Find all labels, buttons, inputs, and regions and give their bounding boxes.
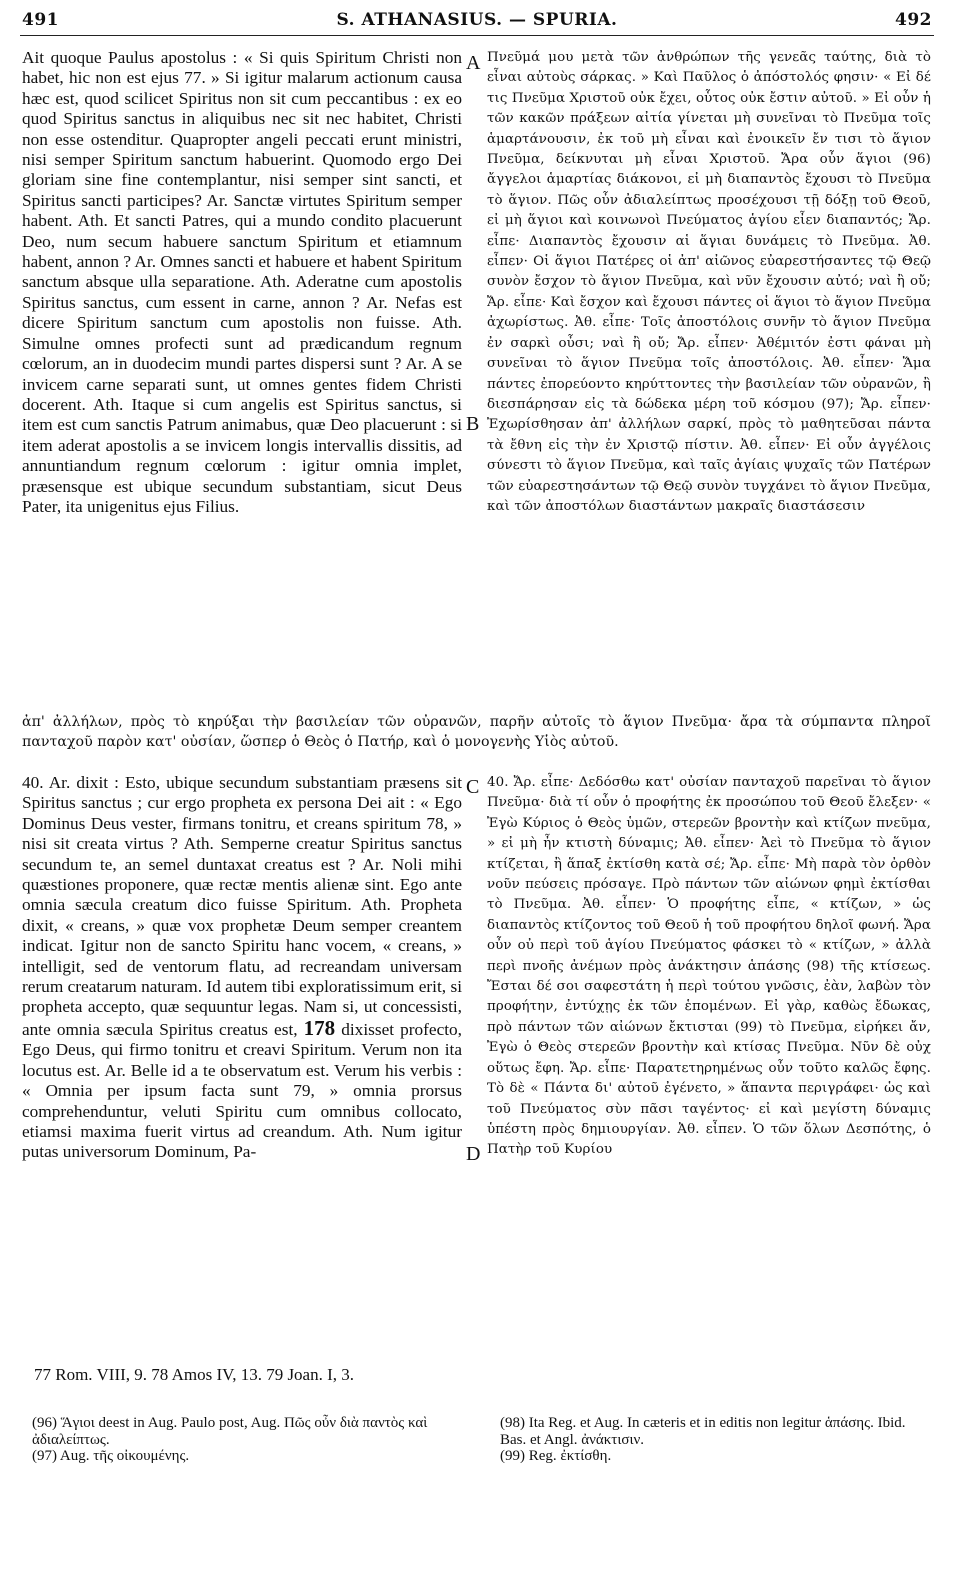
critical-notes-left — [32, 1415, 462, 1465]
running-title: S. ATHANASIUS. — SPURIA. — [336, 10, 618, 30]
note-98: (98) Ita Reg. et Aug. In cæteris et in editis non legitur ἁπάσης. Ibid. Bas. et Angl. ἀνάκτισιν. — [500, 1415, 906, 1448]
latin-bottom-text: 40. Ar. dixit : Esto, ubique secundum substantiam præsens sit Spiritus sanctus ; cur ergo propheta ex persona Dei ait : « Ego Dominus Deus vester, firmans tonitru, et creans spiritum 78, » nisi sit creata virtus ? Ath. Semperne creatur Spiritus sanctus secundum te, an semel duntaxat creatus est ? Ar. Noli mihi quæstiones proponere, quæ rectæ mentis alienæ sint. Ego ante omnia sæcula creatum dico fuisse Spiritum. Ath. Propheta dixit, « creans, » quæ vox prophetæ Deum semper creantem indicat. Igitur non de sancto Spiritu hanc vocem, « creans, » intelligit, sed de ventorum flatu, ad recreandam universam rerum creatarum naturam. Id autem tibi exploratissimum erit, si propheta accepto, quæ sequuntur legas. Nam si, ut concessisti, ante omnia sæcula Spiritus creatus est, — [22, 773, 462, 1039]
margin-letter-a: A — [466, 52, 481, 74]
header-rule — [20, 35, 934, 36]
page-number-right: 492 — [895, 10, 932, 30]
scripture-footnotes: 77 Rom. VIII, 9. 78 Amos IV, 13. 79 Joan. I, 3. — [34, 1365, 355, 1384]
page-number-left: 491 — [22, 10, 59, 30]
latin-bottom-tail: dixisset profecto, Ego Deus, qui firmo tonitru et creavi Spiritum. Verum non ita locutus est. Ar. Belle id a te observatum est. Verum his verbis : « Omnia per ipsum facta sunt 79, » omnia prorsus comprehenduntur, veluti Spiritu cum omnibus collocato, etiamsi maxima fuerit virtus ad creandum. Ath. Num igitur putas universorum Dominum, Pa- — [22, 1019, 463, 1162]
latin-column-bottom — [22, 773, 462, 1163]
margin-letter-b: B — [466, 413, 480, 435]
greek-column-bottom: 40. Ἄρ. εἶπε· Δεδόσθω κατ' οὐσίαν πανταχοῦ παρεῖναι τὸ ἅγιον Πνεῦμα· διὰ τί οὖν ὁ προφήτης ἐκ προσώπου τοῦ Θεοῦ ἔλεξεν· « Ἐγὼ Κύριος ὁ Θεὸς ὑμῶν, στερεῶν βροντὴν καὶ κτίζων πνεῦμα, » εἰ μὴ ἦν κτιστὴ δύναμις; Ἀθ. εἶπεν· Ἀεὶ τὸ Πνεῦμα τὸ ἅγιον κτίζεται, ἢ ἅπαξ ἐκτίσθη κατὰ σέ; Ἄρ. εἶπε· Μὴ παρὰ τὸν ὀρθὸν νοῦν πεύσεις πρόσαγε. Πρὸ πάντων τῶν αἰώνων φημὶ ἐκτίσθαι τὸ Πνεῦμα. Ἀθ. εἶπεν· Ὁ προφήτης εἶπε, « κτίζων, » ὡς διαπαντὸς κτίζοντος τοῦ Θεοῦ ἡ τοῦ προφήτου δηλοῖ φωνή. Ἄρα οὖν οὐ περὶ τοῦ ἁγίου Πνεύματος φάσκει τὸ « κτίζων, » ἀλλὰ περὶ πνοῆς ἀνέμων πρὸς ἀνάκτησιν ἁπάσης (98) τῆς κτίσεως. Ἔσται δέ σοι σαφεστάτη ἡ περὶ τούτου γνῶσις, ἐὰν, λαβὼν τὸν προφήτην, ἐντύχῃς ἐκ τῶν ἑπομένων. Εἰ γὰρ, καθὼς ἔδωκας, πρὸ πάντων τῶν αἰώνων ἔκτισται (99) τὸ Πνεῦμα, εἰρήκει ἄν, Ἐγὼ ὁ Θεὸς στερεῶν βροντὴν καὶ κτίσας Πνεῦμα. Νῦν δὲ οὐχ οὕτως ἔφη. Ἄρ. εἶπε· Παρατετηρημένως οὖν τοῦτο καλῶς ἔφης. Τὸ δὲ « Πάντα δι' αὐτοῦ ἐγένετο, » ἅπαντα περιγράφει· ὡς καὶ τοῦ Πνεύματος σὺν πᾶσι ταγέντος· εἰ καὶ μεγίστη δύναμις ὑπέστη πρὸς δημιουργίαν. Ἀθ. εἶπεν. Ὁ τῶν ὅλων Δεσπότης, ὁ Πατὴρ τοῦ Κυρίου — [487, 775, 931, 1158]
note-99: (99) Reg. ἐκτίσθη. — [500, 1448, 612, 1464]
note-97: (97) Aug. τῆς οἰκουμένης. — [32, 1448, 190, 1464]
note-96: (96) Ἅγιοι deest in Aug. Paulo post, Aug. Πῶς οὖν διὰ παντὸς καὶ ἀδιαλείπτως. — [32, 1415, 428, 1448]
latin-column-top: Ait quoque Paulus apostolus : « Si quis Spiritum Christi non habet, hic non est ejus 77. » Si igitur malarum actionum causa hæc est, quod scilicet Spiritus non sit cum peccantibus : ex eo quod Spiritus sanctus in aliquibus nec sit nec habitet, Christi non esse ostenditur. Quapropter angeli peccati erunt ministri, nisi semper Spiritum sanctum habuerint. Quomodo ergo Dei gloriam sine fine contemplantur, nisi semper sint sancti, et Spiritus sancti participes? Ar. Sanctæ virtutes Spiritum semper habent. Ath. Et sancti Patres, qui a mundo condito placuerunt Deo, num secum habuere sanctum Spiritum et etiamnum habent, annon ? Ar. Omnes sancti et habuere et habent Spiritum sanctum absque ulla separatione. Ath. Aderatne cum apostolis Spiritus sanctus, cum essent in carne, annon ? Ar. Nefas est dicere Spiritum sanctum cum apostolis non fuisse. Ath. Simulne omnes profecti sunt ad prædicandum regnum cœlorum, an in duodecim mundi partes dispersi sunt ? Ar. A se invicem carne separati sunt, ut omnes gentes fidem Christi docerent. Ath. Itaque si cum angelis est Spiritus sanctus, si item est cum sanctis Patrum animabus, quæ Deo placuerunt : si item aderat apostolis a se invicem longis intervallis dissitis, ad annuntiandum regnum cœlorum : igitur omnia implet, præsensque est ubique secundum substantiam, sicut Deus Pater, ita unigenitus ejus Filius. — [22, 48, 462, 516]
greek-column-top: Πνεῦμά μου μετὰ τῶν ἀνθρώπων τῆς γενεᾶς ταύτης, διὰ τὸ εἶναι αὐτοὺς σάρκας. » Καὶ Παῦλος ὁ ἀπόστολός φησιν· « Εἰ δέ τις Πνεῦμα Χριστοῦ οὐκ ἔχει, οὗτος οὐκ ἔστιν αὐτοῦ. » Εἰ οὖν ἡ τῶν κακῶν πράξεων αἰτία γίνεται μὴ συνεῖναι τὸ Πνεῦμα τοῖς ἁμαρτάνουσιν, ἐκ τοῦ μὴ εἶναι καὶ ἐνοικεῖν ἔν τισι τὸ ἅγιον Πνεῦμα, δείκνυται μὴ εἶναι Χριστοῦ. Ἄρα οὖν ἅγιοι (96) ἄγγελοι ἁμαρτίας διάκονοι, εἰ μὴ διαπαντὸς ἔχουσι τὸ Πνεῦμα τὸ ἅγιον. Πῶς οὖν ἀδιαλείπτως προσέχουσι τῇ δόξῃ τοῦ Θεοῦ, εἰ μὴ ἅγιοι καὶ κοινωνοὶ Πνεύματος ἁγίου εἶεν διαπαντός; Ἄρ. εἶπε· Διαπαντὸς ἔχουσιν αἱ ἅγιαι δυνάμεις τὸ Πνεῦμα. Ἀθ. εἶπεν· Οἱ ἅγιοι Πατέρες οἱ ἀπ' αἰῶνος εὐαρεστήσαντες τῷ Θεῷ συνὸν ἔσχον τὸ ἅγιον Πνεῦμα, καὶ νῦν ἔχουσιν αὐτό; ναὶ ἢ οὔ; Ἄρ. εἶπε· Καὶ ἔσχον καὶ ἔχουσι πάντες οἱ ἅγιοι τὸ ἅγιον Πνεῦμα ἀχωρίστως. Ἀθ. εἶπε· Τοῖς ἀποστόλοις συνῆν τὸ ἅγιον Πνεῦμα ἐν σαρκὶ οὖσι; ναὶ ἢ οὔ; Ἄρ. εἶπεν· Ἀθέμιτόν ἐστι φάναι μὴ συνεῖναι τὸ ἅγιον Πνεῦμα τοῖς ἀποστόλοις. Ἀθ. εἶπεν· Ἅμα πάντες ἐπορεύοντο κηρύττοντες τὴν βασιλείαν τῶν οὐρανῶν, ἢ διεσπάρησαν εἰς τὰ δώδεκα μέρη τοῦ κόσμου (97); Ἄρ. εἶπεν· Ἐχωρίσθησαν ἀπ' ἀλλήλων σαρκί, πρὸς τὸ μαθητεῦσαι πάντα τὰ ἔθνη εἰς τὴν ἐν Χριστῷ πίστιν. Ἀθ. εἶπεν· Εἰ οὖν ἀγγέλοις σύνεστι τὸ ἅγιον Πνεῦμα, καὶ ταῖς ἁγίαις ψυχαῖς τῶν Πατέρων τῶν εὐαρεστησάντων τῷ Θεῷ συνὸν τυγχάνει τὸ ἅγιον Πνεῦμα, καὶ τῶν ἀποστόλων διαστάντων μακραῖς διαστάσεσιν — [487, 50, 932, 514]
column-number: 178 — [303, 1015, 336, 1040]
margin-letter-c: C — [466, 776, 480, 798]
critical-notes-right — [500, 1415, 930, 1465]
greek-full-width-line: ἀπ' ἀλλήλων, πρὸς τὸ κηρύξαι τὴν βασιλείαν τῶν οὐρανῶν, παρῆν αὐτοῖς τὸ ἅγιον Πνεῦμα· ἄρα τὰ σύμπαντα πληροῖ πανταχοῦ παρὸν κατ' οὐσίαν, ὥσπερ ὁ Θεὸς ὁ Πατήρ, καὶ ὁ μονογενὴς Υἱὸς αὐτοῦ. — [22, 714, 931, 751]
margin-letter-d: D — [466, 1143, 481, 1165]
